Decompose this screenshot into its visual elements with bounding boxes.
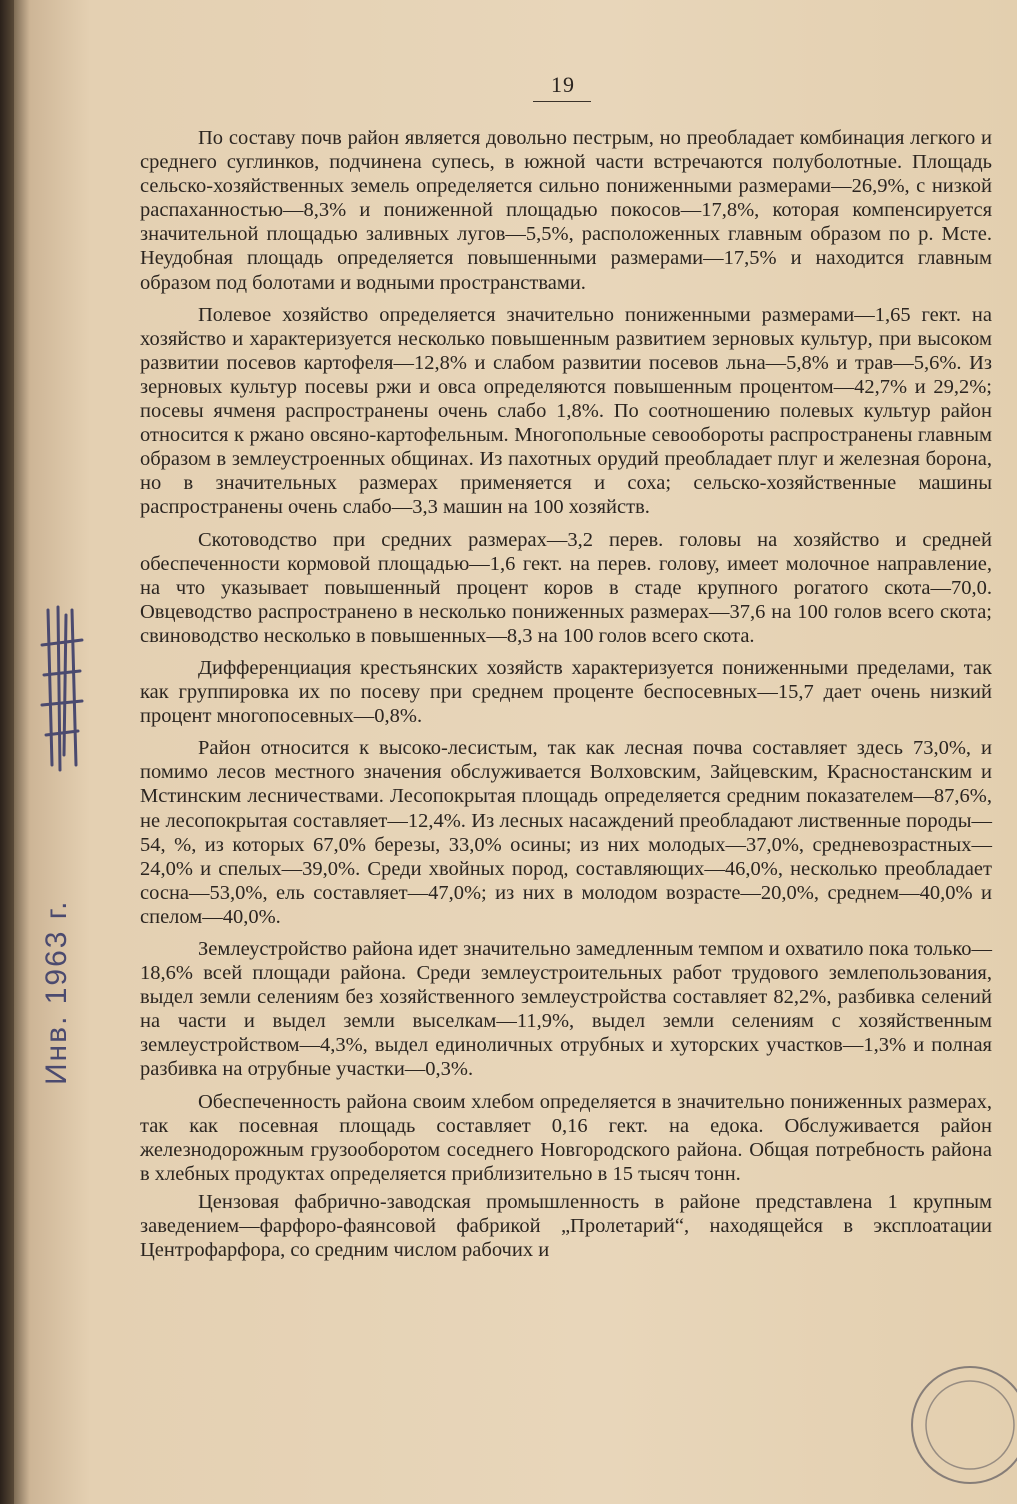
paragraph: По составу почв район является довольно пестрым, но преобладает комбинация легкого и среднего суглинков, подчинена супесь, в южной части встречаются полуболотные. Площадь сельско-хозяйственных земель определяется сильно пониженными размерами—26,9%, с низкой распаханностью—8,3% и пониженной площадью покосов—17,8%, которая компенсируется значительной площадью заливных лугов—5,5%, расположенных главным образом по р. Мсте. Неудобная площадь определяется повышенными размерами—17,5% и находится главным образом под болотами и водными пространствами. (140, 127, 992, 294)
paragraph: Землеустройство района идет значительно замедленным темпом и охватило пока только—18,6% всей площади района. Среди землеустроительных работ трудового землепользования, выдел земли селениям без хозяйственного землеустройства составляет 82,2%, разбивка селений на части и выдел земли выселкам—11,9%, выдел земли селениям с хозяйственным землеустройством—4,3%, выдел единоличных отрубных и хуторских участков—1,3% и полная разбивка на отрубные участки—0,3%. (140, 938, 992, 1081)
inventory-stamp: Инв. 1963 г. (40, 899, 73, 1085)
paragraph: Цензовая фабрично-заводская промышленность в районе представлена 1 крупным заведением—фарфоро-фаянсовой фабрикой „Пролетарий“, находящейся в эксплоатации Центрофарфора, со средним числом рабочих и (140, 1190, 992, 1262)
paragraph: Скотоводство при средних размерах—3,2 перев. головы на хозяйство и средней обеспеченности кормовой площадью—1,6 гект. на перев. голову, имеет молочное направление, на что указывает повышенный процент коров в стаде крупного рогатого скота—70,0. Овцеводство распространено в несколько пониженных размерах—37,6 на 100 голов всего скота; свиноводство несколько в повышенных—8,3 на 100 голов всего скота. (140, 528, 992, 647)
paragraph: Обеспеченность района своим хлебом определяется в значительно пониженных размерах, так как посевная площадь составляет 0,16 гект. на едока. Обслуживается район железнодорожным грузооборотом соседнего Новгородского района. Общая потребность района в хлебных продуктах определяется приблизительно в 15 тысяч тонн. (140, 1090, 992, 1185)
paragraph: Район относится к высоко-лесистым, так как лесная почва составляет здесь 73,0%, и помимо лесов местного значения обслуживается Волховским, Зайцевским, Красностанским и Мстинским лесничествами. Лесопокрытая площадь определяется средним показателем—87,6%, не лесопокрытая составляет—12,4%. Из лесных насаждений преобладают лиственные породы—54, %, из которых 67,0% березы, 33,0% осины; из них молодых—37,0%, средневозрастных—24,0% и спелых—39,0%. Среди хвойных пород, составляющих—46,0%, несколько преобладает сосна—53,0%, ель составляет—47,0%; из них в молодом возрасте—20,0%, среднем—40,0% и спелом—40,0%. (140, 737, 992, 928)
book-spine (0, 0, 14, 1504)
page-number: 19 (551, 72, 575, 97)
paragraph: Дифференциация крестьянских хозяйств характеризуется пониженными пределами, так как группировка их по посеву при среднем проценте беспосевных—15,7 дает очень низкий процент многопосевных—0,8%. (140, 656, 992, 728)
library-round-stamp (905, 1360, 1017, 1490)
paragraph: Полевое хозяйство определяется значительно пониженными размерами—1,65 гект. на хозяйство и характеризуется несколько повышенным развитием зерновых культур, при высоком развитии посевов картофеля—12,8% и слабом развитии посевов льна—5,8% и трав—5,6%. Из зерновых культур посевы ржи и овса определяются повышенным процентом—42,7% и 29,2%; посевы ячменя распространены очень слабо 1,8%. По соотношению полевых культур район относится к ржано овсяно-картофельным. Многопольные севообороты распространены главным образом в землеустроенных общинах. Из пахотных орудий преобладает плуг и железная борона, но в значительных размерах применяется и соха; сельско-хозяйственные машины распространены очень слабо—3,3 машин на 100 хозяйств. (140, 303, 992, 519)
body-text (140, 126, 992, 1270)
page-number-underline (533, 101, 591, 102)
ink-scribble (38, 605, 86, 775)
